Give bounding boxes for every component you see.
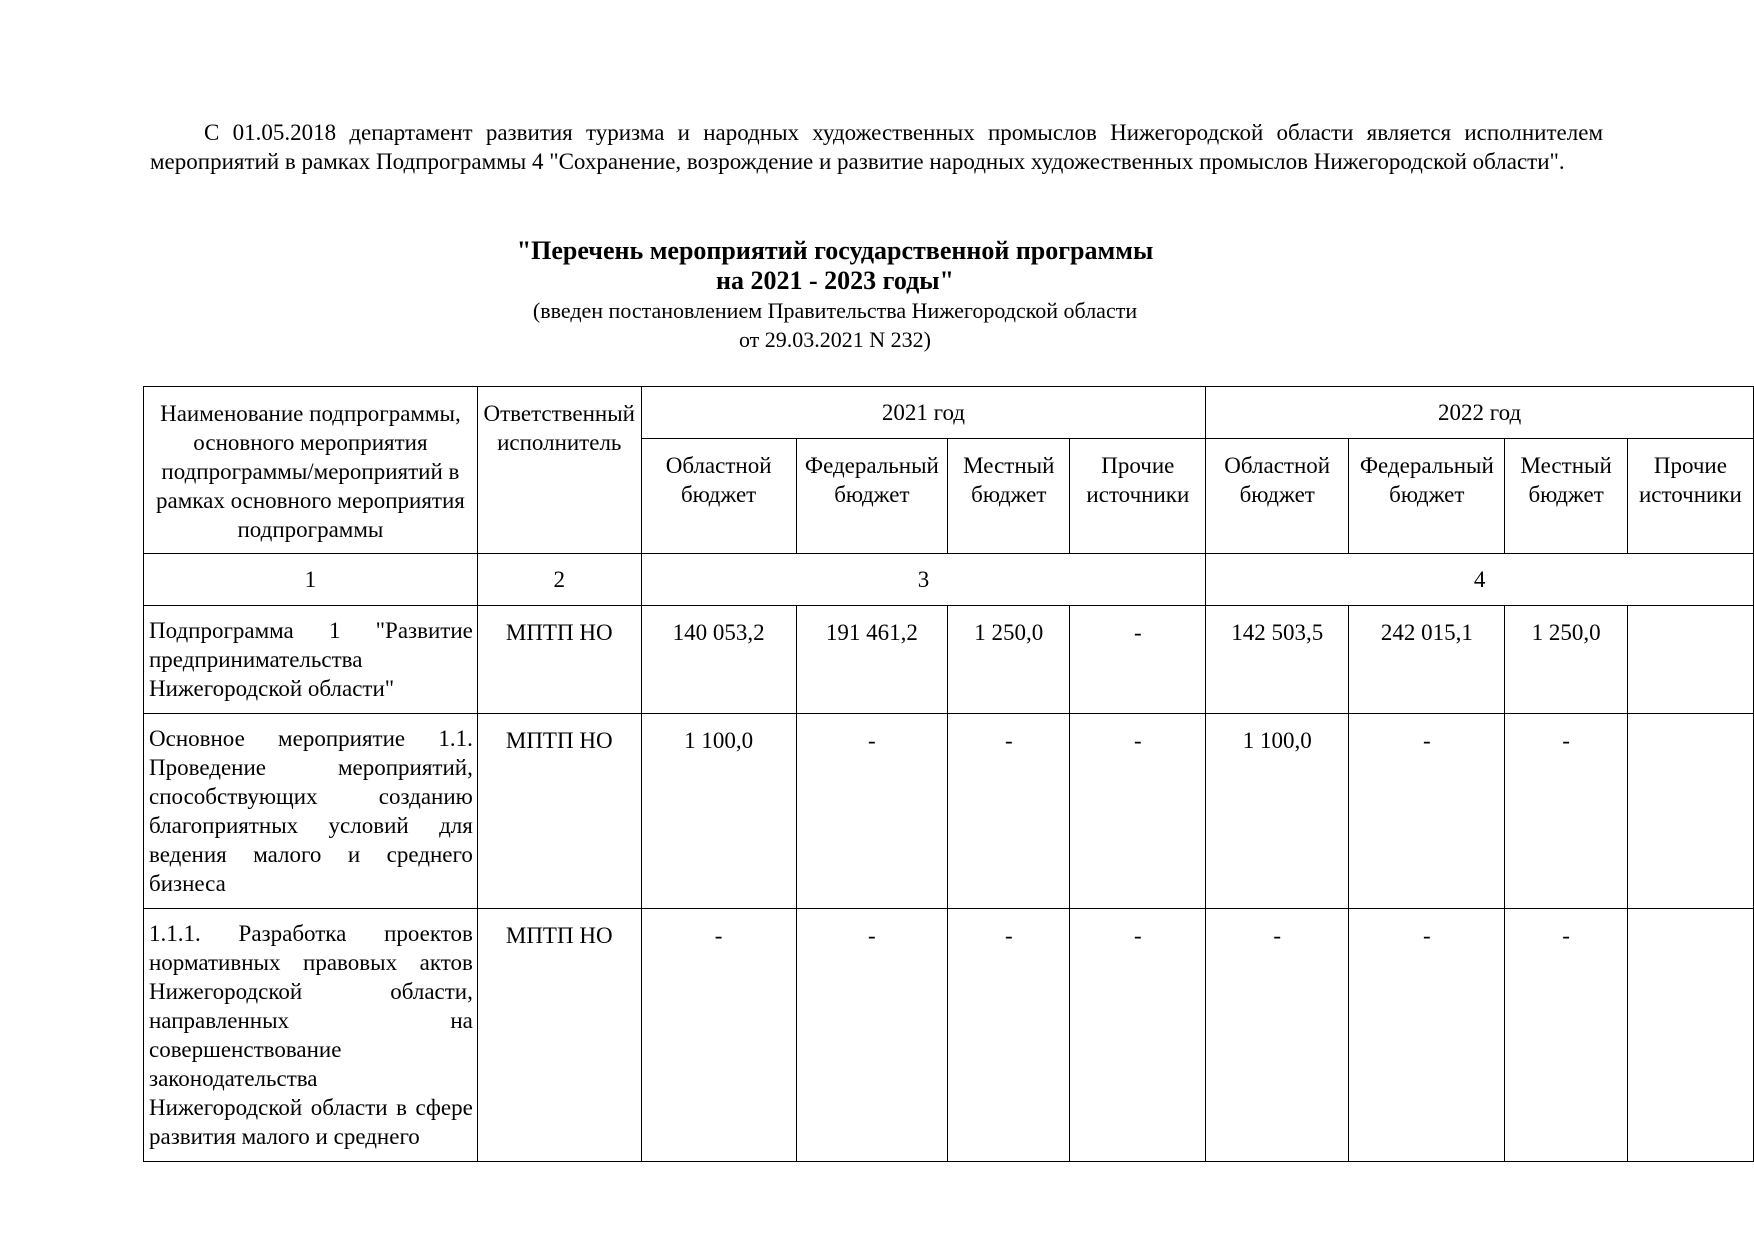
value-cell: 1 250,0 (1505, 606, 1627, 714)
value-cell: 191 461,2 (796, 606, 948, 714)
column-number: 2 (477, 554, 641, 606)
row-name: Основное мероприятие 1.1. Проведение мероприятий, способствующих созданию благоприятных условий для ведения малого и среднего бизнеса (144, 714, 478, 909)
value-cell: 242 015,1 (1349, 606, 1505, 714)
row-responsible: МПТП НО (477, 606, 641, 714)
value-cell: 142 503,5 (1206, 606, 1349, 714)
header-name: Наименование подпрограммы, основного мероприятия подпрограммы/мероприятий в рамках основного мероприятия подпрограммы (144, 387, 478, 554)
value-cell: - (948, 714, 1070, 909)
title-line-2: на 2021 - 2023 годы" (716, 266, 954, 295)
column-number: 3 (641, 554, 1206, 606)
value-cell: - (1070, 909, 1206, 1162)
header-2021-local: Местный бюджет (948, 439, 1070, 554)
header-year-2021: 2021 год (641, 387, 1206, 439)
row-responsible: МПТП НО (477, 909, 641, 1162)
value-cell: - (1206, 909, 1349, 1162)
value-cell: - (1349, 714, 1505, 909)
header-2021-regional: Областной бюджет (641, 439, 796, 554)
row-name: Подпрограмма 1 "Развитие предпринимательства Нижегородской области" (144, 606, 478, 714)
document-title (0, 236, 1754, 354)
value-cell: - (1349, 909, 1505, 1162)
header-2022-regional: Областной бюджет (1206, 439, 1349, 554)
header-2022-local: Местный бюджет (1505, 439, 1627, 554)
header-responsible: Ответственный исполнитель (477, 387, 641, 554)
value-cell: 140 053,2 (641, 606, 796, 714)
value-cell: - (1505, 909, 1627, 1162)
header-2022-federal: Федеральный бюджет (1349, 439, 1505, 554)
value-cell: - (641, 909, 796, 1162)
value-cell: 1 250,0 (948, 606, 1070, 714)
table-row (144, 606, 1754, 714)
value-cell: - (948, 909, 1070, 1162)
row-responsible: МПТП НО (477, 714, 641, 909)
title-line-1: "Перечень мероприятий государственной программы (516, 236, 1154, 265)
column-number: 4 (1206, 554, 1754, 606)
header-2021-other: Прочие источники (1070, 439, 1206, 554)
value-cell (1627, 714, 1753, 909)
program-table (143, 386, 1754, 1162)
value-cell: - (796, 909, 948, 1162)
header-2021-federal: Федеральный бюджет (796, 439, 948, 554)
intro-paragraph: С 01.05.2018 департамент развития туризма и народных художественных промыслов Нижегородской области является исполнителем мероприятий в рамках Подпрограммы 4 "Сохранение, возрождение и развитие народных художественных промыслов Нижегородской области". (150, 120, 1603, 174)
table-row (144, 714, 1754, 909)
row-name: 1.1.1. Разработка проектов нормативных правовых актов Нижегородской области, направленных на совершенствование законодательства Нижегородской области в сфере развития малого и среднего (144, 909, 478, 1162)
value-cell (1627, 606, 1753, 714)
value-cell: - (1505, 714, 1627, 909)
value-cell: - (1070, 714, 1206, 909)
column-number: 1 (144, 554, 478, 606)
header-year-2022: 2022 год (1206, 387, 1754, 439)
header-2022-other: Прочие источники (1627, 439, 1753, 554)
value-cell: 1 100,0 (1206, 714, 1349, 909)
value-cell: - (1070, 606, 1206, 714)
value-cell (1627, 909, 1753, 1162)
value-cell: 1 100,0 (641, 714, 796, 909)
value-cell: - (796, 714, 948, 909)
table-row (144, 909, 1754, 1162)
title-note-1: (введен постановлением Правительства Нижегородской области (532, 298, 1138, 323)
title-note-2: от 29.03.2021 N 232) (738, 327, 932, 352)
